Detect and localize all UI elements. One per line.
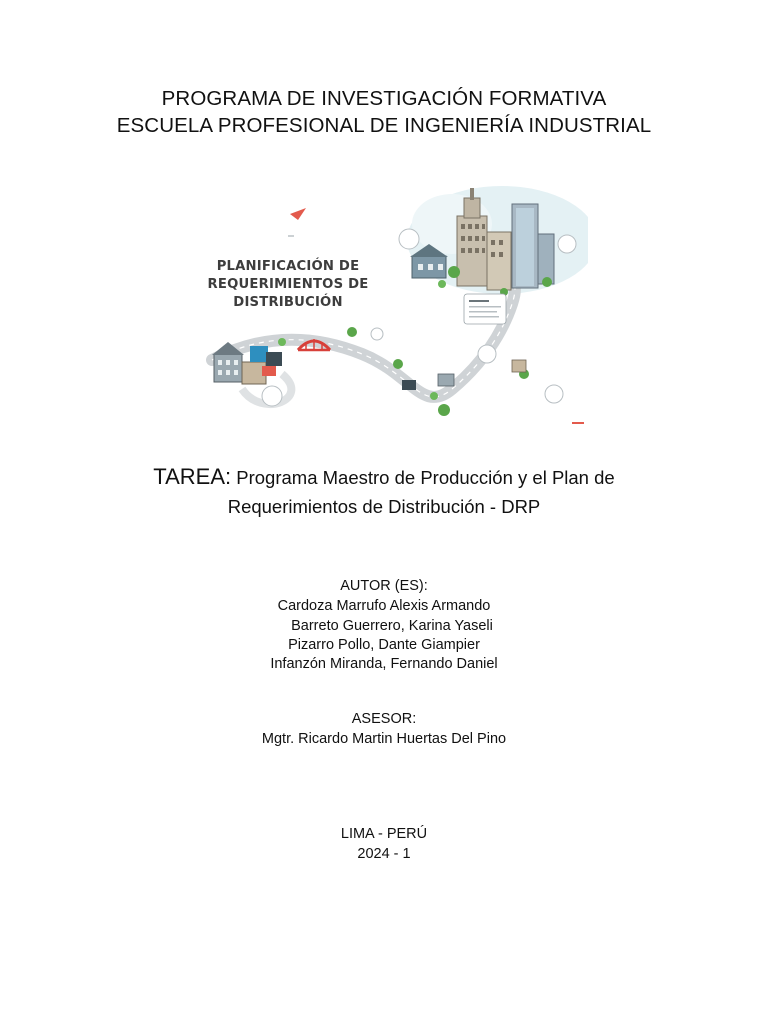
image-title-line-2: REQUERIMIENTOS DE: [207, 277, 369, 292]
cover-illustration: [202, 184, 588, 428]
author-name: Pizarro Pollo, Dante Giampier: [288, 637, 480, 653]
advisor-label: ASESOR:: [351, 711, 417, 727]
task-label: TAREA:: [153, 464, 232, 489]
advisor-name: Mgtr. Ricardo Martin Huertas Del Pino: [261, 731, 507, 747]
task-title-line-2: Requerimientos de Distribución - DRP: [227, 496, 541, 517]
author-name: Infanzón Miranda, Fernando Daniel: [270, 656, 498, 672]
image-title-line-1: PLANIFICACIÓN DE: [216, 259, 360, 274]
city-logistics-illustration-icon: [202, 184, 588, 428]
task-title-part-1: Programa Maestro de Producción y el Plan de: [231, 467, 615, 488]
program-title: PROGRAMA DE INVESTIGACIÓN FORMATIVA: [161, 87, 607, 110]
author-name: Cardoza Marrufo Alexis Armando: [277, 598, 491, 614]
city-country: LIMA - PERÚ: [340, 826, 428, 842]
school-title: ESCUELA PROFESIONAL DE INGENIERÍA INDUSTRIAL: [116, 114, 652, 137]
task-title-line-1: [0, 464, 768, 490]
author-name: Barreto Guerrero, Karina Yaseli: [291, 618, 493, 634]
authors-label: AUTOR (ES):: [340, 578, 428, 594]
image-title-line-3: DISTRIBUCIÓN: [233, 295, 343, 310]
academic-period: 2024 - 1: [357, 846, 411, 862]
